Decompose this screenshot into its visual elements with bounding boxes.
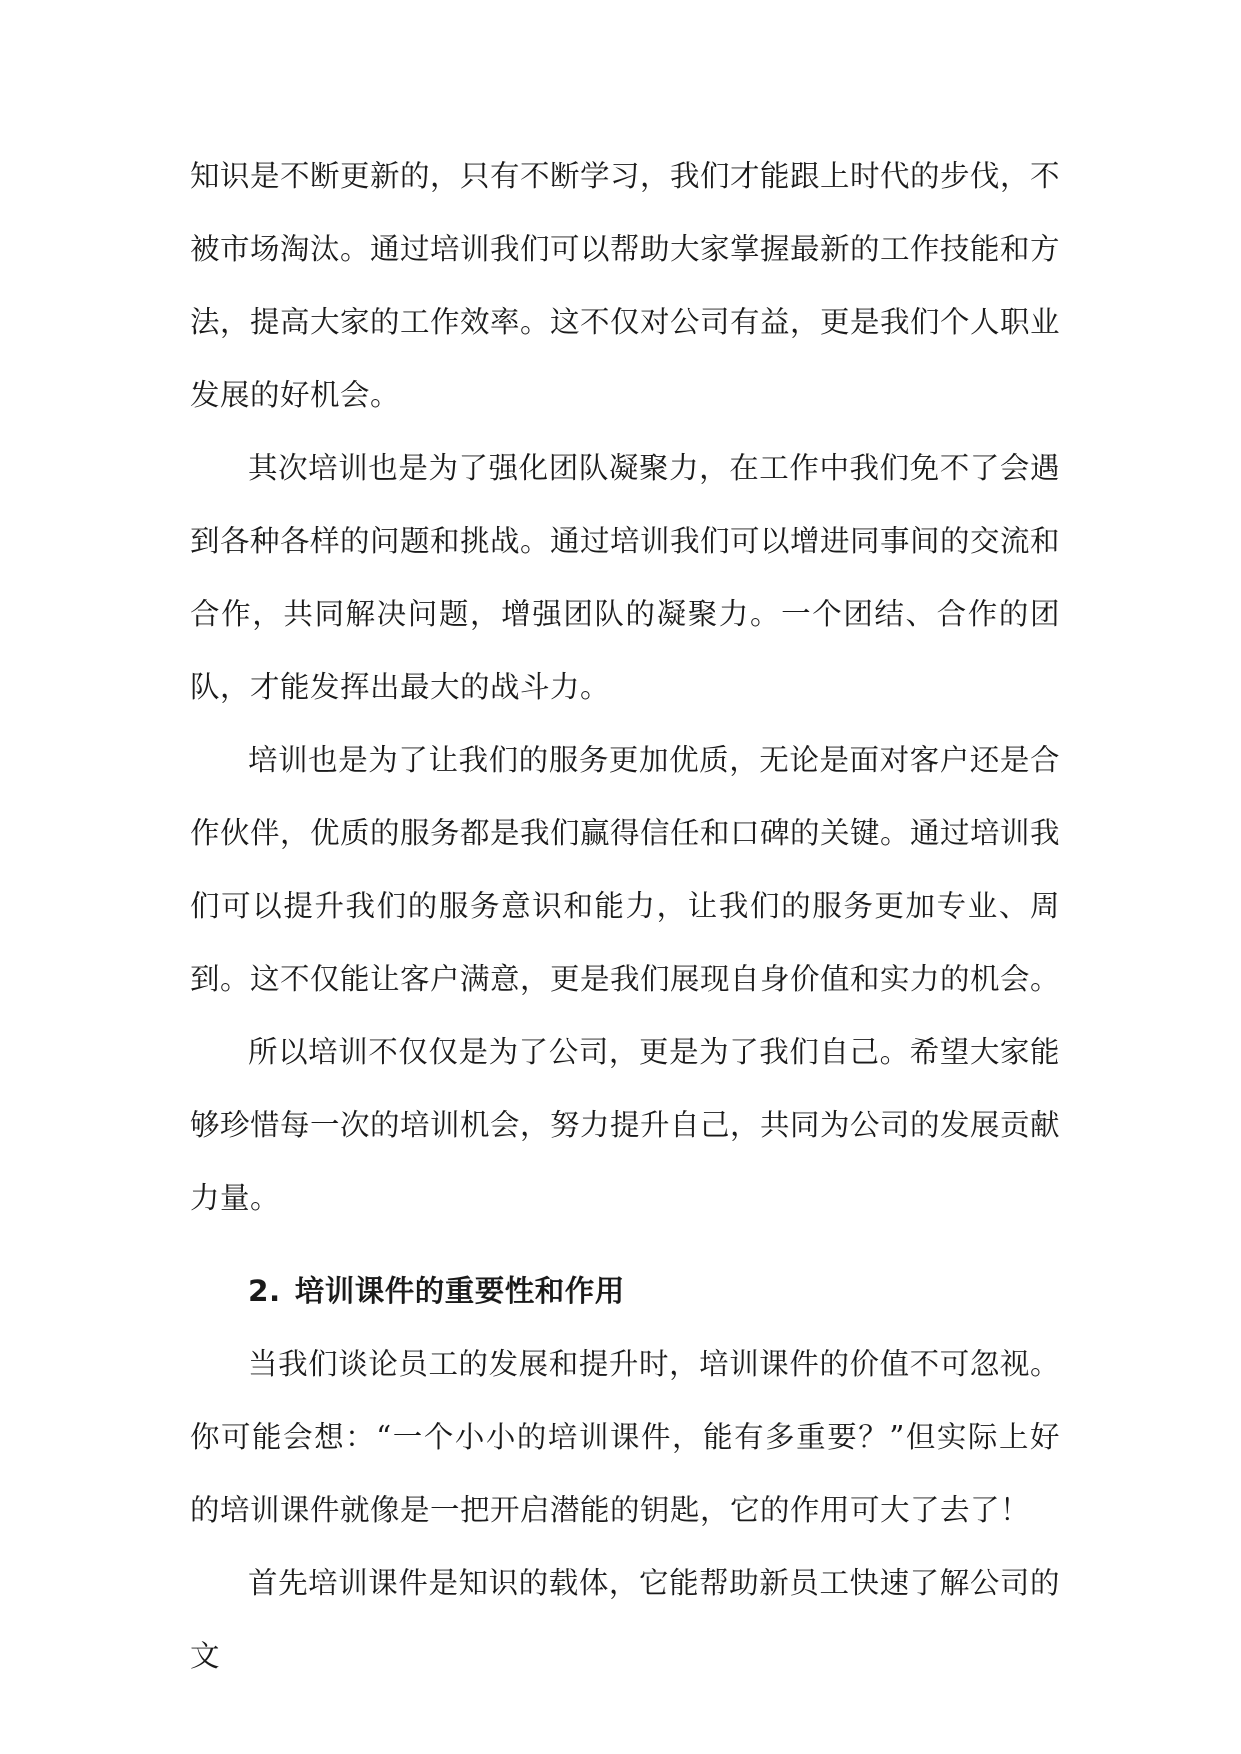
section-number: 2. xyxy=(248,1274,281,1308)
paragraph-courseware-value: 当我们谈论员工的发展和提升时，培训课件的价值不可忽视。你可能会想：“一个小小的培训课件，能有多重要？”但实际上好的培训课件就像是一把开启潜能的钥匙，它的作用可大了去了！ xyxy=(190,1347,1060,1527)
document-body xyxy=(190,140,1060,1693)
paragraph-conclusion: 所以培训不仅仅是为了公司，更是为了我们自己。希望大家能够珍惜每一次的培训机会，努力提升自己，共同为公司的发展贡献力量。 xyxy=(190,1035,1061,1215)
section-title: 培训课件的重要性和作用 xyxy=(294,1274,625,1308)
paragraph-service-quality: 培训也是为了让我们的服务更加优质，无论是面对客户还是合作伙伴，优质的服务都是我们赢得信任和口碑的关键。通过培训我们可以提升我们的服务意识和能力，让我们的服务更加专业、周到。这不仅能让客户满意，更是我们展现自身价值和实力的机会。 xyxy=(190,743,1061,996)
paragraph-team-cohesion: 其次培训也是为了强化团队凝聚力，在工作中我们免不了会遇到各种各样的问题和挑战。通过培训我们可以增进同事间的交流和合作，共同解决问题，增强团队的凝聚力。一个团结、合作的团队，才能发挥出最大的战斗力。 xyxy=(190,451,1061,704)
section-heading xyxy=(190,1235,1060,1328)
paragraph-knowledge-update: 知识是不断更新的，只有不断学习，我们才能跟上时代的步伐，不被市场淘汰。通过培训我们可以帮助大家掌握最新的工作技能和方法，提高大家的工作效率。这不仅对公司有益，更是我们个人职业发展的好机会。 xyxy=(190,159,1061,412)
paragraph-courseware-knowledge: 首先培训课件是知识的载体，它能帮助新员工快速了解公司的文 xyxy=(190,1566,1060,1673)
